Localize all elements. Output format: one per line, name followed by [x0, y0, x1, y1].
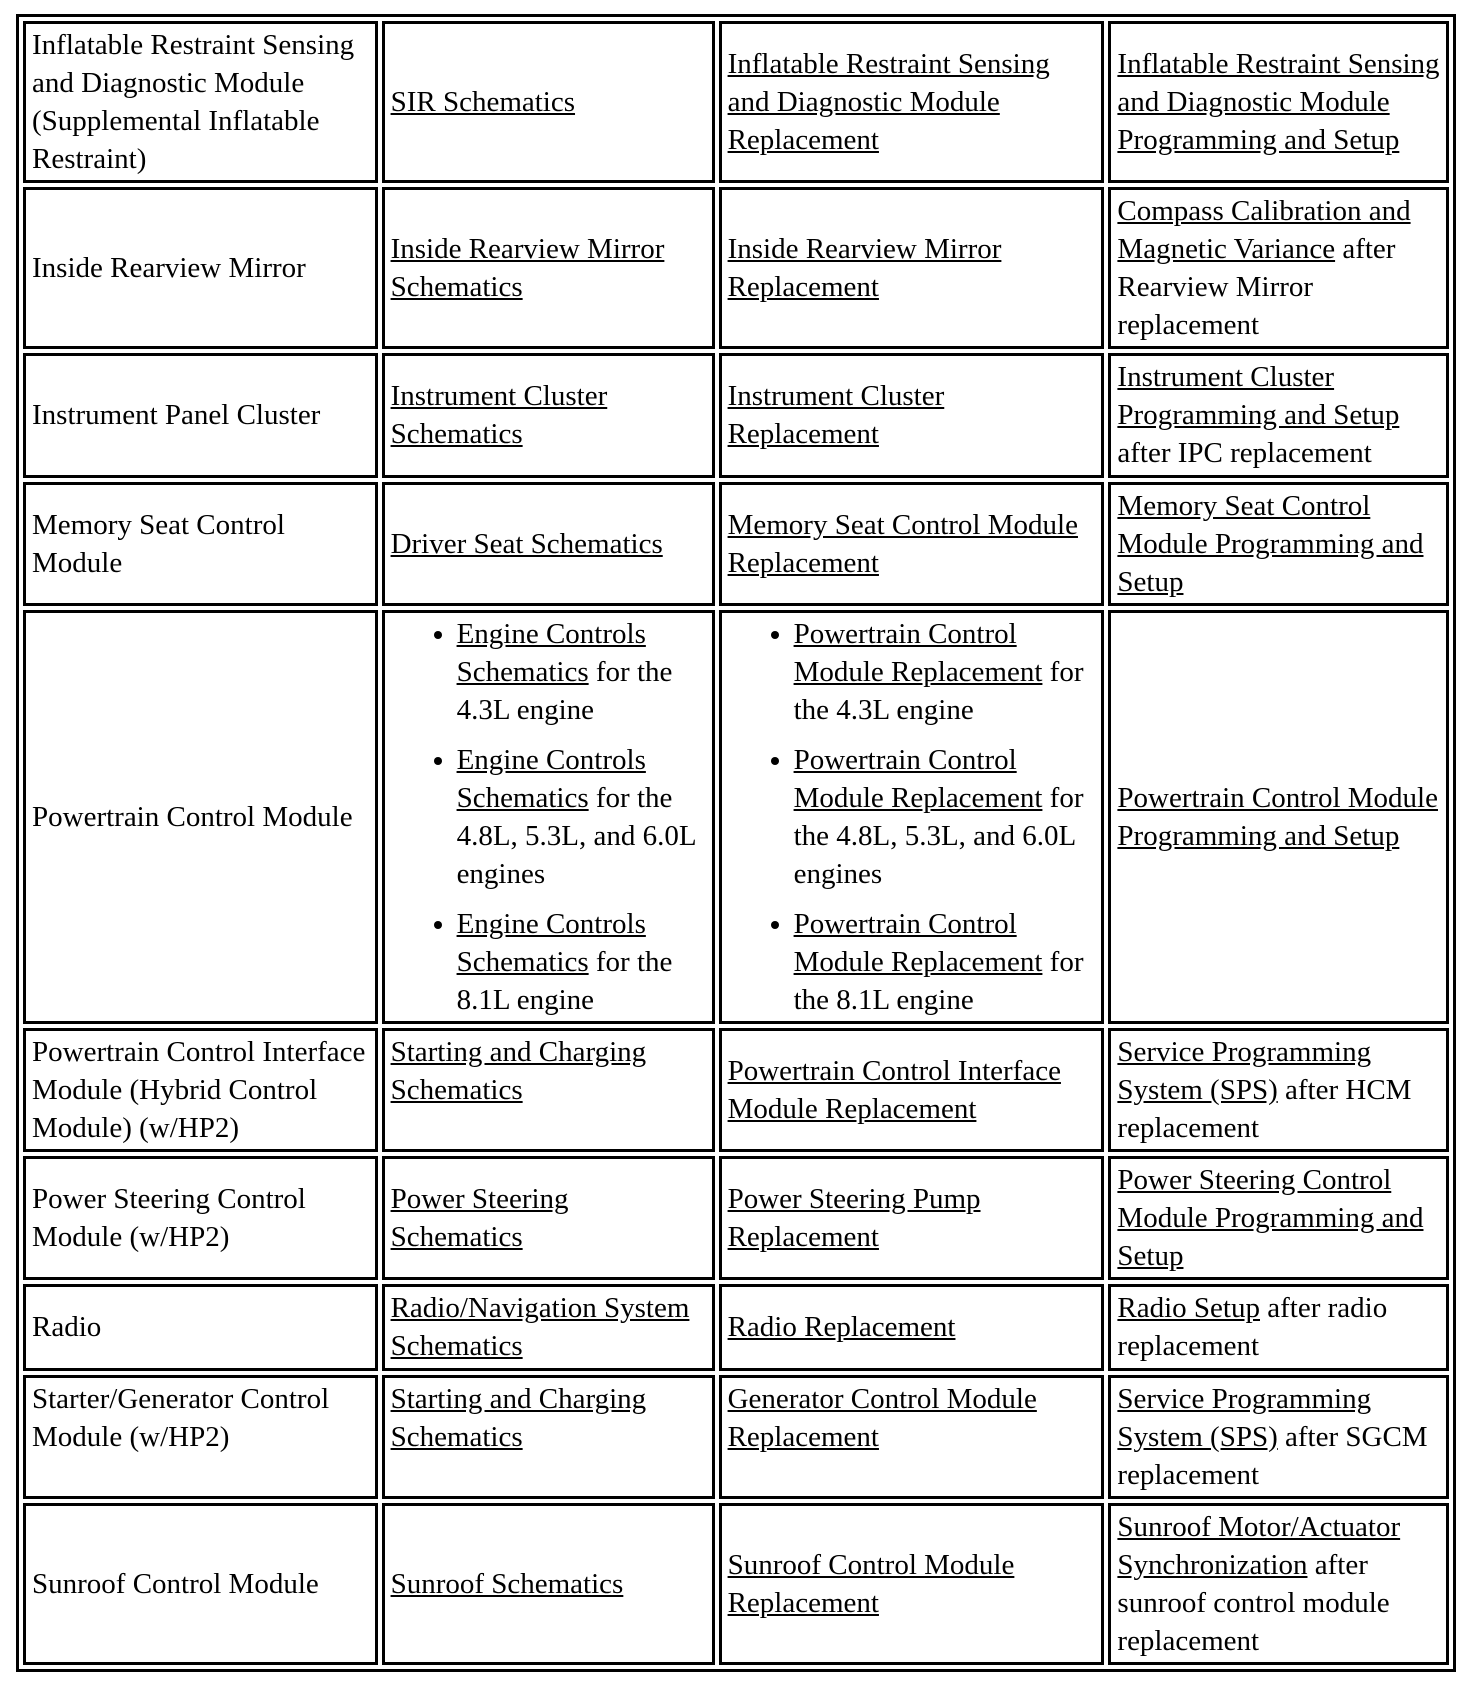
list-item	[794, 615, 1096, 729]
replacement-link[interactable]: Generator Control Module Replacement	[727, 1382, 1037, 1453]
table-row	[23, 1028, 1449, 1152]
programming-cell	[1108, 187, 1449, 349]
table-row	[23, 482, 1449, 606]
module-name-cell	[23, 1503, 378, 1665]
programming-link[interactable]: Service Programming System (SPS)	[1117, 1036, 1372, 1107]
module-name: Powertrain Control Interface Module (Hybrid Control Module) (w/HP2)	[32, 1036, 366, 1145]
module-reference-table	[16, 14, 1456, 1672]
table-row	[23, 21, 1449, 183]
module-name: Inflatable Restraint Sensing and Diagnostic Module (Supplemental Inflatable Restraint)	[32, 29, 355, 176]
module-name: Memory Seat Control Module	[32, 508, 285, 579]
programming-cell	[1108, 353, 1449, 477]
replacement-cell	[719, 482, 1105, 606]
module-name-cell	[23, 482, 378, 606]
programming-cell	[1108, 1284, 1449, 1370]
programming-link[interactable]: Instrument Cluster Programming and Setup	[1117, 361, 1400, 432]
table-row	[23, 187, 1449, 349]
schematics-cell	[382, 1156, 715, 1280]
module-name-cell	[23, 353, 378, 477]
schematics-link[interactable]: Starting and Charging Schematics	[390, 1382, 647, 1453]
replacement-cell	[719, 1375, 1105, 1499]
programming-cell	[1108, 21, 1449, 183]
schematics-link[interactable]: Driver Seat Schematics	[390, 527, 663, 560]
schematics-cell	[382, 482, 715, 606]
replacement-link[interactable]: Radio Replacement	[727, 1311, 956, 1344]
replacement-link[interactable]: Inflatable Restraint Sensing and Diagnostic Module Replacement	[727, 48, 1050, 157]
schematics-link[interactable]: Radio/Navigation System Schematics	[390, 1292, 690, 1363]
list-item	[794, 741, 1096, 893]
programming-cell	[1108, 1375, 1449, 1499]
programming-link[interactable]: Service Programming System (SPS)	[1117, 1382, 1372, 1453]
list-item-note: for the 4.8L, 5.3L, and 6.0L engines	[456, 781, 696, 890]
replacement-link[interactable]: Inside Rearview Mirror Replacement	[727, 233, 1002, 304]
schematics-link[interactable]: SIR Schematics	[390, 86, 576, 119]
list-item-note: for the 8.1L engine	[456, 945, 673, 1016]
table-row	[23, 1503, 1449, 1665]
table-row	[23, 1156, 1449, 1280]
programming-note: after HCM replacement	[1117, 1074, 1412, 1145]
list-item	[457, 905, 706, 1019]
programming-cell	[1108, 482, 1449, 606]
list-item-note: for the 4.3L engine	[456, 655, 673, 726]
schematics-cell	[382, 21, 715, 183]
schematics-link[interactable]: Inside Rearview Mirror Schematics	[390, 233, 665, 304]
schematics-link[interactable]: Engine Controls Schematics	[456, 907, 646, 978]
programming-link[interactable]: Memory Seat Control Module Programming and Setup	[1117, 489, 1424, 598]
table-row	[23, 610, 1449, 1025]
replacement-cell	[719, 1503, 1105, 1665]
programming-cell	[1108, 1156, 1449, 1280]
replacement-cell	[719, 187, 1105, 349]
table-row	[23, 1375, 1449, 1499]
programming-note: after radio replacement	[1117, 1292, 1388, 1363]
list-item-note: for the 8.1L engine	[793, 945, 1084, 1016]
module-name-cell	[23, 1156, 378, 1280]
module-name-cell	[23, 21, 378, 183]
list-item	[794, 905, 1096, 1019]
programming-note: after sunroof control module replacement	[1117, 1548, 1390, 1657]
module-name-cell	[23, 1375, 378, 1499]
replacement-cell	[719, 1156, 1105, 1280]
schematics-cell	[382, 1503, 715, 1665]
replacement-link[interactable]: Power Steering Pump Replacement	[727, 1183, 981, 1254]
schematics-link[interactable]: Starting and Charging Schematics	[390, 1036, 647, 1107]
replacement-cell	[719, 353, 1105, 477]
schematics-cell	[382, 353, 715, 477]
schematics-link[interactable]: Engine Controls Schematics	[456, 743, 646, 814]
programming-link[interactable]: Powertrain Control Module Programming and Setup	[1117, 781, 1438, 852]
module-name-cell	[23, 1284, 378, 1370]
module-name: Instrument Panel Cluster	[32, 399, 321, 432]
schematics-cell	[382, 1284, 715, 1370]
schematics-cell	[382, 1028, 715, 1152]
schematics-link[interactable]: Power Steering Schematics	[390, 1183, 569, 1254]
module-name-cell	[23, 610, 378, 1025]
module-name-cell	[23, 187, 378, 349]
table-row	[23, 1284, 1449, 1370]
module-name: Powertrain Control Module	[32, 800, 353, 833]
programming-cell	[1108, 610, 1449, 1025]
module-name: Inside Rearview Mirror	[32, 252, 306, 285]
schematics-cell	[382, 1375, 715, 1499]
schematics-cell	[382, 610, 715, 1025]
list-item	[457, 615, 706, 729]
programming-link[interactable]: Compass Calibration and Magnetic Variance	[1117, 195, 1411, 266]
replacement-cell	[719, 610, 1105, 1025]
table-row	[23, 353, 1449, 477]
replacement-link[interactable]: Powertrain Control Module Replacement	[793, 743, 1043, 814]
programming-cell	[1108, 1028, 1449, 1152]
programming-link[interactable]: Sunroof Motor/Actuator Synchronization	[1117, 1510, 1401, 1581]
programming-link[interactable]: Inflatable Restraint Sensing and Diagnostic Module Programming and Setup	[1117, 48, 1440, 157]
schematics-cell	[382, 187, 715, 349]
replacement-link[interactable]: Powertrain Control Module Replacement	[793, 907, 1043, 978]
schematics-link[interactable]: Sunroof Schematics	[390, 1567, 624, 1600]
programming-link[interactable]: Radio Setup	[1117, 1292, 1260, 1325]
replacement-link[interactable]: Memory Seat Control Module Replacement	[727, 508, 1078, 579]
schematics-link[interactable]: Instrument Cluster Schematics	[390, 380, 608, 451]
module-name-cell	[23, 1028, 378, 1152]
programming-link[interactable]: Power Steering Control Module Programming and Setup	[1117, 1164, 1424, 1273]
programming-note: after IPC replacement	[1117, 437, 1372, 470]
module-name: Power Steering Control Module (w/HP2)	[32, 1183, 306, 1254]
programming-note: after Rearview Mirror replacement	[1117, 233, 1396, 342]
replacement-link[interactable]: Instrument Cluster Replacement	[727, 380, 945, 451]
replacement-list	[728, 615, 1096, 1019]
programming-note: after SGCM replacement	[1117, 1420, 1428, 1491]
module-name: Starter/Generator Control Module (w/HP2)	[32, 1382, 330, 1453]
module-name: Radio	[32, 1311, 102, 1344]
list-item-note: for the 4.3L engine	[793, 655, 1084, 726]
replacement-cell	[719, 1284, 1105, 1370]
list-item-note: for the 4.8L, 5.3L, and 6.0L engines	[793, 781, 1084, 890]
schematics-list	[391, 615, 706, 1019]
replacement-link[interactable]: Powertrain Control Interface Module Replacement	[727, 1055, 1061, 1126]
programming-cell	[1108, 1503, 1449, 1665]
replacement-cell	[719, 1028, 1105, 1152]
replacement-link[interactable]: Sunroof Control Module Replacement	[727, 1548, 1015, 1619]
schematics-link[interactable]: Engine Controls Schematics	[456, 617, 646, 688]
replacement-cell	[719, 21, 1105, 183]
module-name: Sunroof Control Module	[32, 1567, 319, 1600]
list-item	[457, 741, 706, 893]
replacement-link[interactable]: Powertrain Control Module Replacement	[793, 617, 1043, 688]
